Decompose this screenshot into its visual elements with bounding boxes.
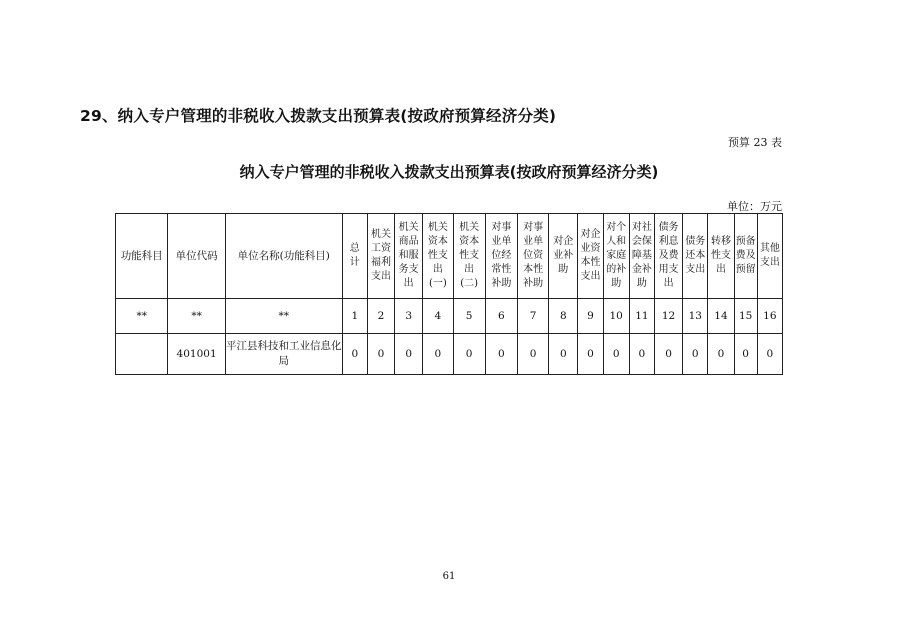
cell-col-10: 0: [603, 334, 629, 375]
budget-table: [115, 213, 783, 375]
header-col-14: 转移 性支 出: [708, 214, 734, 299]
index-col-9: 9: [578, 299, 603, 334]
index-col-16: 16: [757, 299, 782, 334]
index-code: **: [168, 299, 225, 334]
index-col-8: 8: [549, 299, 578, 334]
table-title: 纳入专户管理的非税收入拨款支出预算表(按政府预算经济分类): [239, 163, 659, 181]
form-number: 预算 23 表: [728, 136, 782, 149]
unit-label: 单位：万元: [727, 200, 782, 213]
header-col-7: 对事 业单 位资 本性 补助: [517, 214, 548, 299]
index-col-1: 1: [342, 299, 367, 334]
index-col-5: 5: [453, 299, 485, 334]
index-col-3: 3: [395, 299, 423, 334]
cell-col-9: 0: [578, 334, 603, 375]
cell-col-15: 0: [734, 334, 757, 375]
cell-col-13: 0: [683, 334, 708, 375]
header-col-3: 机关 商品 和服 务支 出: [395, 214, 423, 299]
header-col-5: 机关 资本 性支 出 (二): [453, 214, 485, 299]
header-name: 单位名称(功能科目): [225, 214, 342, 299]
index-col-12: 12: [654, 299, 682, 334]
cell-col-2: 0: [367, 334, 394, 375]
header-func: 功能科目: [116, 214, 168, 299]
index-func: **: [116, 299, 168, 334]
index-col-14: 14: [708, 299, 734, 334]
header-col-6: 对事 业单 位经 常性 补助: [485, 214, 517, 299]
header-col-2: 机关 工资 福利 支出: [367, 214, 394, 299]
index-col-6: 6: [485, 299, 517, 334]
header-col-8: 对企 业补 助: [549, 214, 578, 299]
cell-col-11: 0: [629, 334, 654, 375]
cell-col-16: 0: [757, 334, 782, 375]
cell-func: [116, 334, 168, 375]
table-row: [116, 334, 783, 375]
index-col-10: 10: [603, 299, 629, 334]
cell-col-1: 0: [342, 334, 367, 375]
header-col-13: 债务 还本 支出: [683, 214, 708, 299]
header-col-15: 预备 费及 预留: [734, 214, 757, 299]
page-number: 61: [442, 571, 456, 582]
index-col-15: 15: [734, 299, 757, 334]
index-row: [116, 299, 783, 334]
header-code: 单位代码: [168, 214, 225, 299]
header-col-11: 对社 会保 障基 金补 助: [629, 214, 654, 299]
cell-col-8: 0: [549, 334, 578, 375]
header-row: [116, 214, 783, 299]
cell-col-6: 0: [485, 334, 517, 375]
index-col-7: 7: [517, 299, 548, 334]
index-col-2: 2: [367, 299, 394, 334]
cell-name: 平江县科技和工业信息化局: [225, 334, 342, 375]
header-col-10: 对个 人和 家庭 的补 助: [603, 214, 629, 299]
header-col-16: 其他 支出: [757, 214, 782, 299]
cell-col-5: 0: [453, 334, 485, 375]
cell-col-3: 0: [395, 334, 423, 375]
cell-code: 401001: [168, 334, 225, 375]
cell-col-14: 0: [708, 334, 734, 375]
index-col-4: 4: [423, 299, 453, 334]
index-name: **: [225, 299, 342, 334]
cell-col-7: 0: [517, 334, 548, 375]
header-col-12: 债务 利息 及费 用支 出: [654, 214, 682, 299]
index-col-13: 13: [683, 299, 708, 334]
section-title: 29、纳入专户管理的非税收入拨款支出预算表(按政府预算经济分类): [80, 107, 557, 125]
header-col-4: 机关 资本 性支 出 (一): [423, 214, 453, 299]
header-col-1: 总 计: [342, 214, 367, 299]
index-col-11: 11: [629, 299, 654, 334]
cell-col-4: 0: [423, 334, 453, 375]
cell-col-12: 0: [654, 334, 682, 375]
header-col-9: 对企 业资 本性 支出: [578, 214, 603, 299]
